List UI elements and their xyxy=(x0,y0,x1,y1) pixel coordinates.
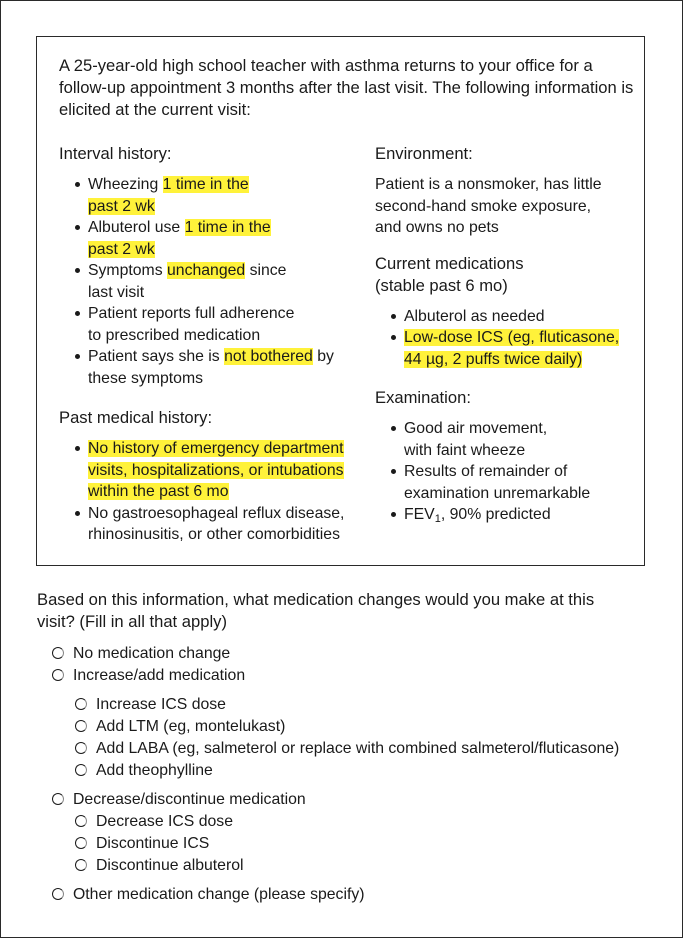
examination-list xyxy=(375,418,637,531)
radio-circle-icon[interactable] xyxy=(75,764,87,776)
current-medications-heading: Current medications (stable past 6 mo) xyxy=(375,253,524,295)
past-medical-history-heading: Past medical history: xyxy=(59,408,213,427)
option-decrease-ics[interactable]: Decrease ICS dose xyxy=(75,811,233,832)
list-item: No gastroesophageal reflux disease, rhinosinusitis, or other comorbidities xyxy=(59,503,388,546)
radio-circle-icon[interactable] xyxy=(52,888,64,900)
list-item: Albuterol as needed xyxy=(375,306,637,328)
list-item: Low-dose ICS (eg, fluticasone, 44 µg, 2 puffs twice daily) xyxy=(375,327,636,370)
list-item: Patient says she is not bothered by these symptoms xyxy=(59,346,358,389)
list-item: No history of emergency department visits, hospitalizations, or intubations within the past 6 mo xyxy=(59,438,368,503)
right-column xyxy=(375,143,637,531)
option-decrease-discontinue[interactable]: Decrease/discontinue medication xyxy=(52,789,306,810)
radio-circle-icon[interactable] xyxy=(75,720,87,732)
radio-circle-icon[interactable] xyxy=(75,837,87,849)
radio-circle-icon[interactable] xyxy=(75,859,87,871)
option-add-theophylline[interactable]: Add theophylline xyxy=(75,760,213,781)
option-increase-add[interactable]: Increase/add medication xyxy=(52,665,245,686)
option-other[interactable]: Other medication change (please specify) xyxy=(52,884,365,905)
environment-text: Patient is a nonsmoker, has little second-hand smoke exposure, and owns no pets xyxy=(375,176,602,236)
environment-heading: Environment: xyxy=(375,144,473,163)
examination-heading: Examination: xyxy=(375,388,471,407)
radio-circle-icon[interactable] xyxy=(52,669,64,681)
option-no-change[interactable]: No medication change xyxy=(52,643,230,664)
current-medications-list xyxy=(375,306,637,371)
list-item: Albuterol use 1 time in the past 2 wk xyxy=(59,217,288,260)
list-item: Results of remainder of examination unremarkable xyxy=(375,461,634,504)
interval-history-list xyxy=(59,174,369,389)
past-medical-history-list xyxy=(59,438,369,546)
list-item: Good air movement, with faint wheeze xyxy=(375,418,564,461)
radio-circle-icon[interactable] xyxy=(52,793,64,805)
question-prompt: Based on this information, what medication changes would you make at this visit? (Fill in all that apply) xyxy=(37,590,595,631)
case-intro: A 25-year-old high school teacher with asthma returns to your office for a follow-up appointment 3 months after the last visit. The following information is elicited at the current visit: xyxy=(59,56,634,119)
option-discontinue-albuterol[interactable]: Discontinue albuterol xyxy=(75,855,244,876)
list-item: $FEV_1$, 90% predicted xyxy=(375,504,637,531)
option-add-laba[interactable]: Add LABA (eg, salmeterol or replace with combined salmeterol/fluticasone) xyxy=(75,738,619,759)
radio-circle-icon[interactable] xyxy=(75,815,87,827)
list-item: Patient reports full adherence to prescribed medication xyxy=(59,303,308,346)
list-item: Wheezing 1 time in the past 2 wk xyxy=(59,174,258,217)
option-add-ltm[interactable]: Add LTM (eg, montelukast) xyxy=(75,716,285,737)
radio-circle-icon[interactable] xyxy=(52,647,64,659)
left-column xyxy=(59,143,369,546)
radio-circle-icon[interactable] xyxy=(75,742,87,754)
list-item: Symptoms unchanged since last visit xyxy=(59,260,303,303)
radio-circle-icon[interactable] xyxy=(75,698,87,710)
option-discontinue-ics[interactable]: Discontinue ICS xyxy=(75,833,209,854)
interval-history-heading: Interval history: xyxy=(59,144,172,163)
option-increase-ics[interactable]: Increase ICS dose xyxy=(75,694,226,715)
